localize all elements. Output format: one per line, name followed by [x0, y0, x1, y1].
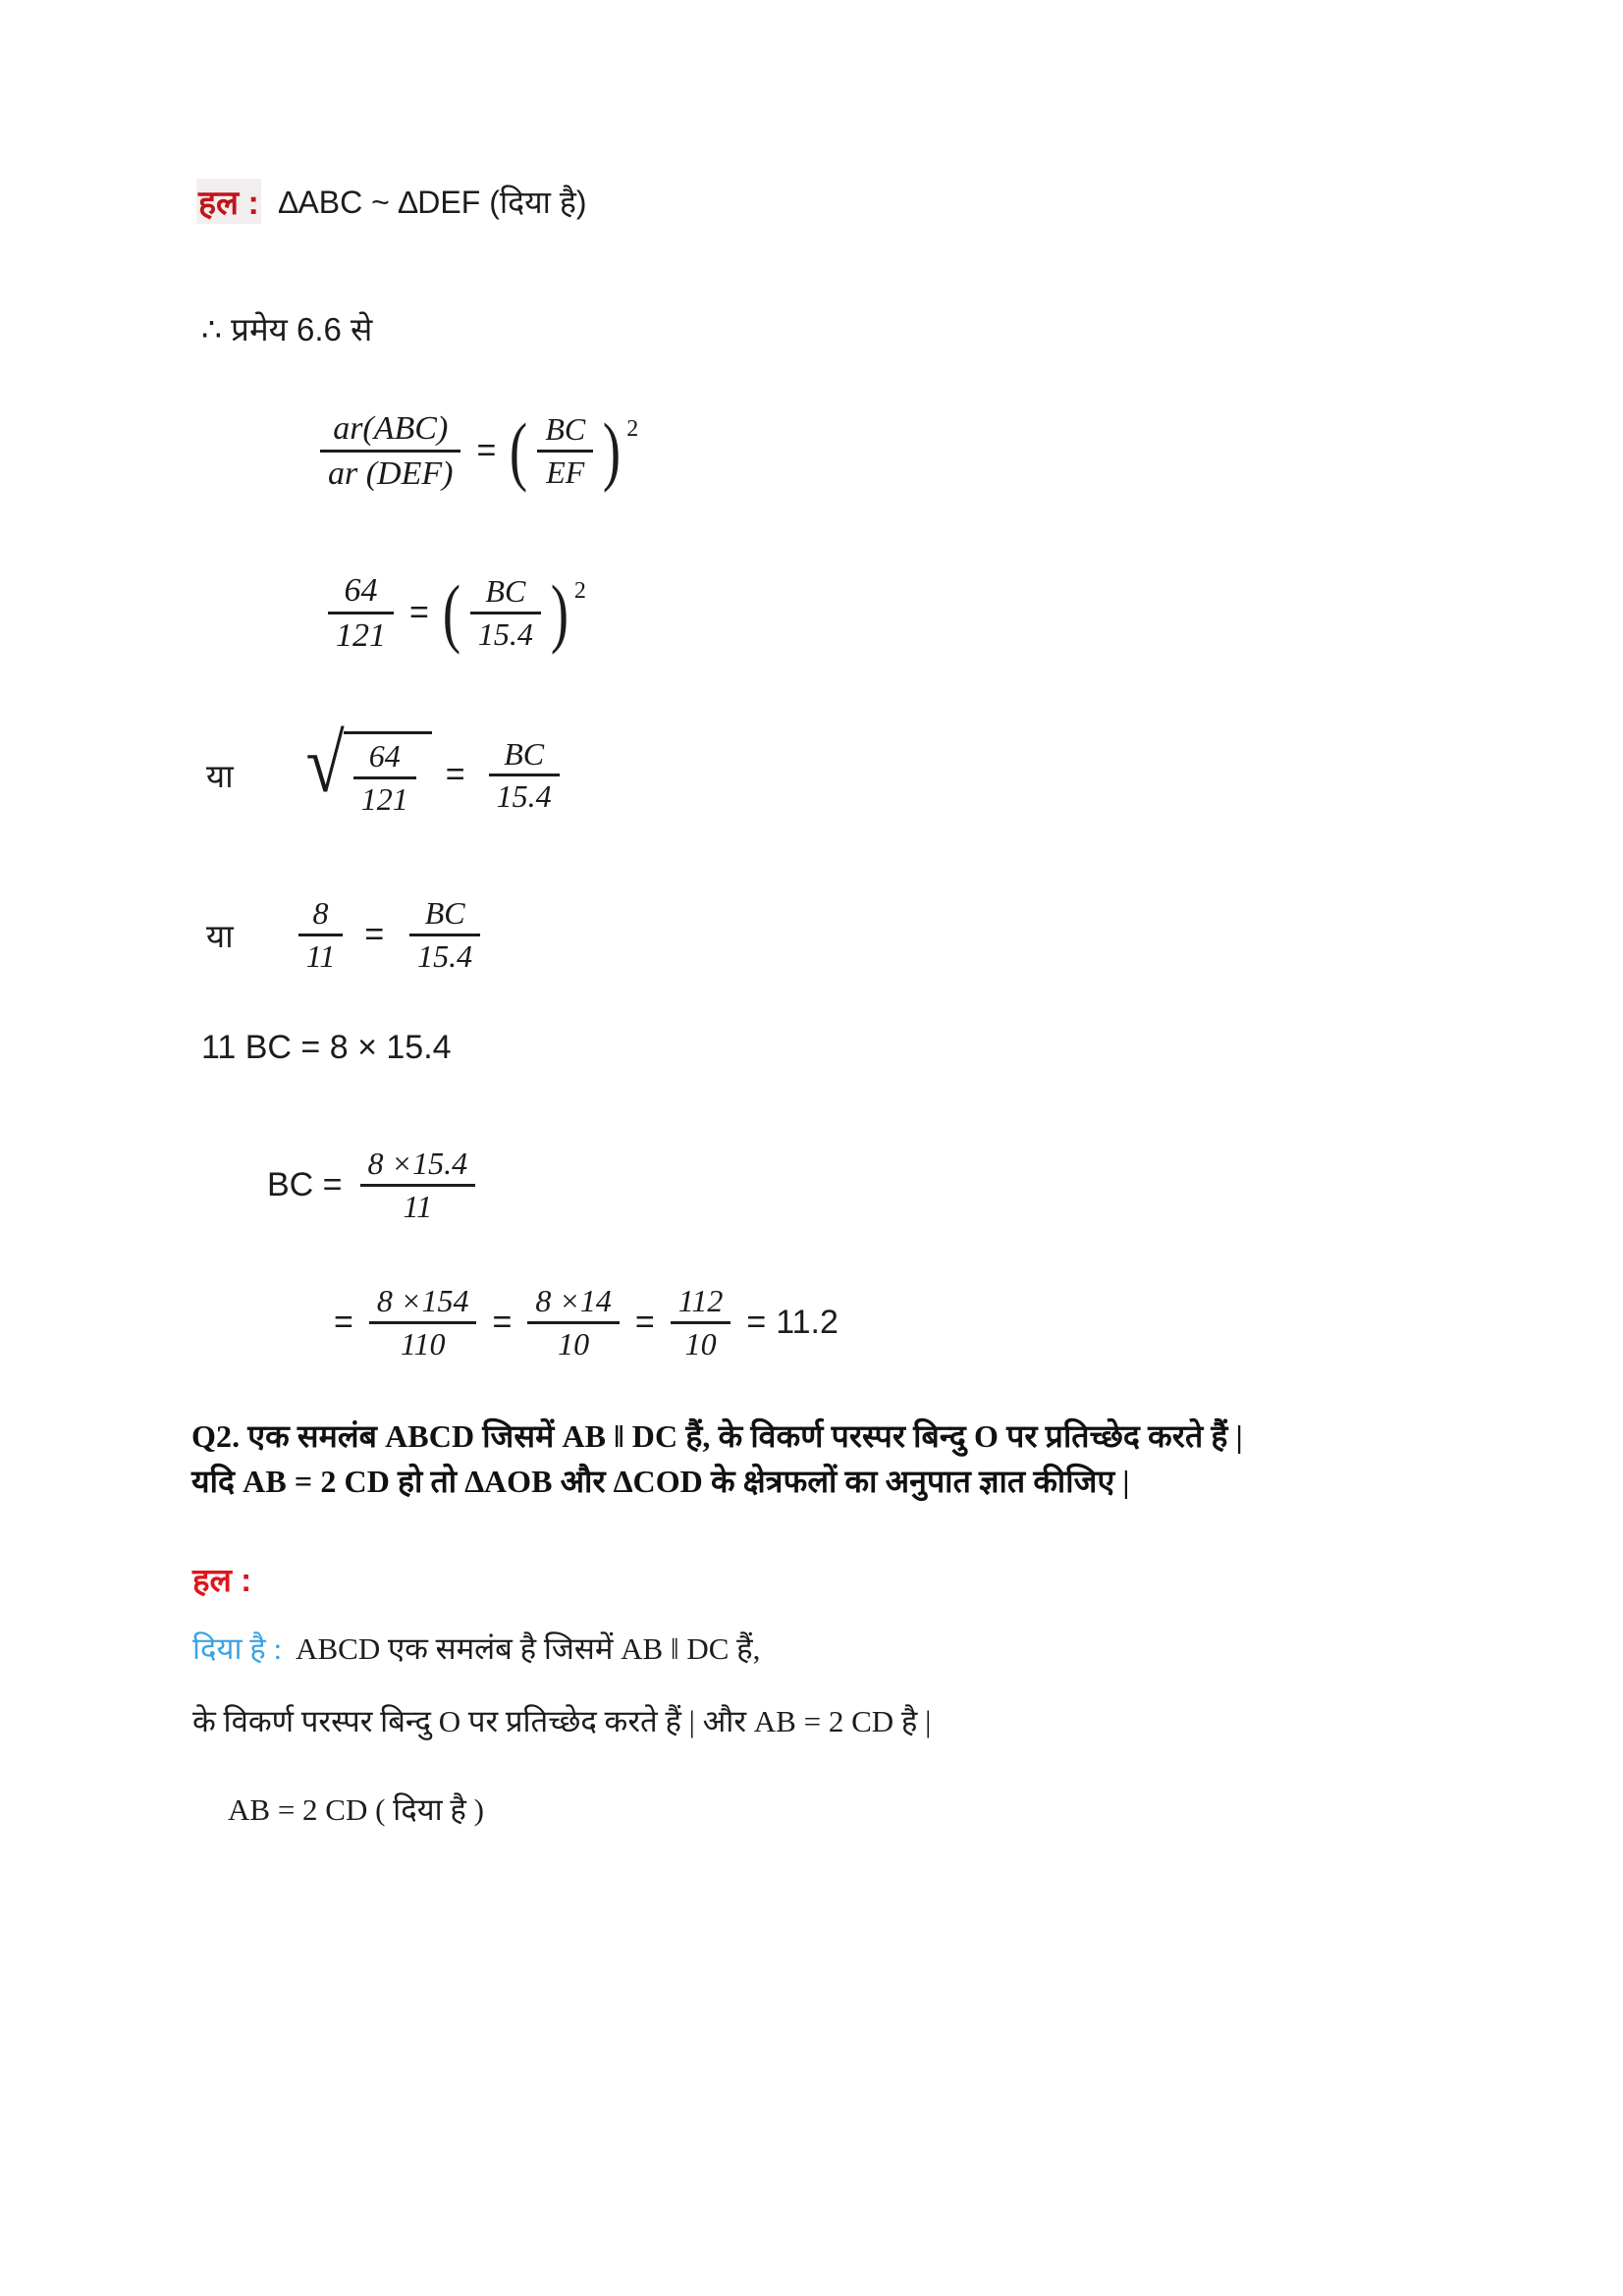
math-step-7 [324, 1281, 839, 1364]
right-paren: ) [550, 569, 568, 656]
fraction-bc-154 [489, 734, 560, 818]
left-paren: ( [510, 407, 528, 494]
fraction-denominator: 121 [336, 617, 386, 655]
fraction-ar-abc-def [320, 407, 460, 495]
fraction-numerator: 8 [312, 895, 329, 931]
left-paren: ( [442, 569, 460, 656]
fraction-denominator: 110 [400, 1325, 446, 1362]
theorem-reference-text: ∴ प्रमेय 6.6 से [201, 311, 373, 347]
math-step-4 [206, 893, 486, 977]
fraction-numerator: 8 ×154 [376, 1283, 469, 1318]
solution-2-label: हल : [192, 1562, 252, 1598]
fraction-denominator: 11 [403, 1188, 433, 1224]
radical-sign: √ [305, 719, 345, 810]
square-root-expression [302, 719, 432, 820]
math-step-1 [314, 407, 639, 495]
fraction-numerator: BC [485, 573, 526, 610]
equals-sign: = [634, 1303, 655, 1341]
exponent: 2 [626, 416, 639, 443]
equals-sign: = [334, 1303, 353, 1341]
fraction-bc-154 [409, 893, 480, 977]
fraction-numerator: 64 [344, 572, 378, 609]
solution-line-1 [196, 179, 587, 224]
given-text: ABCD एक समलंब है जिसमें AB ‖ DC हैं, [296, 1631, 761, 1666]
solution-2-label-row [192, 1557, 251, 1601]
linear-equation: 11 BC = 8 × 15.4 [201, 1029, 452, 1066]
math-step-3 [206, 719, 566, 820]
fraction-denominator: 15.4 [417, 937, 473, 974]
equals-sign: = [409, 594, 429, 632]
equals-sign: = [476, 432, 497, 470]
fraction-8x154-11 [360, 1144, 476, 1227]
fraction-denominator: 15.4 [477, 616, 533, 653]
fraction-numerator: 8 ×15.4 [367, 1146, 468, 1181]
fraction-8x154-110 [369, 1281, 477, 1364]
equals-sign: = [364, 915, 385, 953]
question-2-block [191, 1414, 1438, 1505]
right-paren: ) [603, 407, 622, 494]
fraction-denominator: EF [546, 454, 585, 491]
solution-2-given-row [192, 1628, 760, 1669]
final-answer: 11.2 [776, 1303, 839, 1341]
theorem-reference-line [201, 306, 372, 350]
fraction-numerator: 8 ×14 [535, 1283, 612, 1318]
fraction-denominator: 10 [558, 1325, 590, 1362]
fraction-8-11 [298, 893, 344, 977]
or-label: या [206, 917, 234, 954]
fraction-denominator: 15.4 [496, 778, 552, 815]
math-step-2 [322, 569, 584, 657]
fraction-denominator: 10 [684, 1325, 717, 1362]
bc-equals-label: BC = [267, 1165, 343, 1203]
fraction-denominator: 11 [305, 937, 336, 974]
ab-equals-2cd-statement: AB = 2 CD ( दिया है ) [228, 1792, 484, 1827]
diagonals-statement: के विकर्ण परस्पर बिन्दु O पर प्रतिच्छेद करते हैं | और AB = 2 CD है | [192, 1704, 932, 1738]
exponent: 2 [573, 578, 586, 605]
fraction-numerator: ar(ABC) [333, 410, 449, 447]
solution-2-line-3 [228, 1789, 484, 1830]
fraction-bc-154 [470, 571, 541, 655]
fraction-64-121 [353, 736, 416, 820]
question-2-line-2: यदि AB = 2 CD हो तो ∆AOB और ∆COD के क्षेत्रफलों का अनुपात ज्ञात कीजिए | [191, 1464, 1130, 1500]
given-similarity-statement: ∆ABC ~ ∆DEF (दिया है) [278, 184, 587, 220]
fraction-numerator: BC [504, 735, 545, 772]
fraction-denominator: ar (DEF) [328, 455, 454, 493]
math-step-6 [267, 1144, 481, 1227]
equals-sign: = [445, 756, 465, 794]
equals-sign: = [492, 1303, 513, 1341]
fraction-8x14-10 [527, 1281, 620, 1364]
fraction-numerator: BC [424, 895, 465, 931]
fraction-numerator: 64 [368, 738, 401, 774]
given-label: दिया है : [192, 1631, 283, 1666]
fraction-bc-ef [537, 409, 593, 493]
math-step-5 [201, 1029, 452, 1067]
radicand [344, 731, 432, 820]
question-2-line-1: Q2. एक समलंब ABCD जिसमें AB ‖ DC हैं, के विकर्ण परस्पर बिन्दु O पर प्रतिच्छेद करते हैं | [191, 1418, 1243, 1454]
fraction-numerator: BC [545, 411, 586, 448]
solution-label: हल : [196, 179, 261, 224]
solution-2-line-2 [192, 1700, 931, 1741]
fraction-numerator: 112 [677, 1283, 724, 1318]
or-label: या [206, 758, 234, 795]
fraction-denominator: 121 [360, 780, 408, 817]
fraction-64-121 [328, 569, 394, 657]
equals-sign: = [746, 1303, 767, 1341]
fraction-112-10 [671, 1281, 731, 1364]
